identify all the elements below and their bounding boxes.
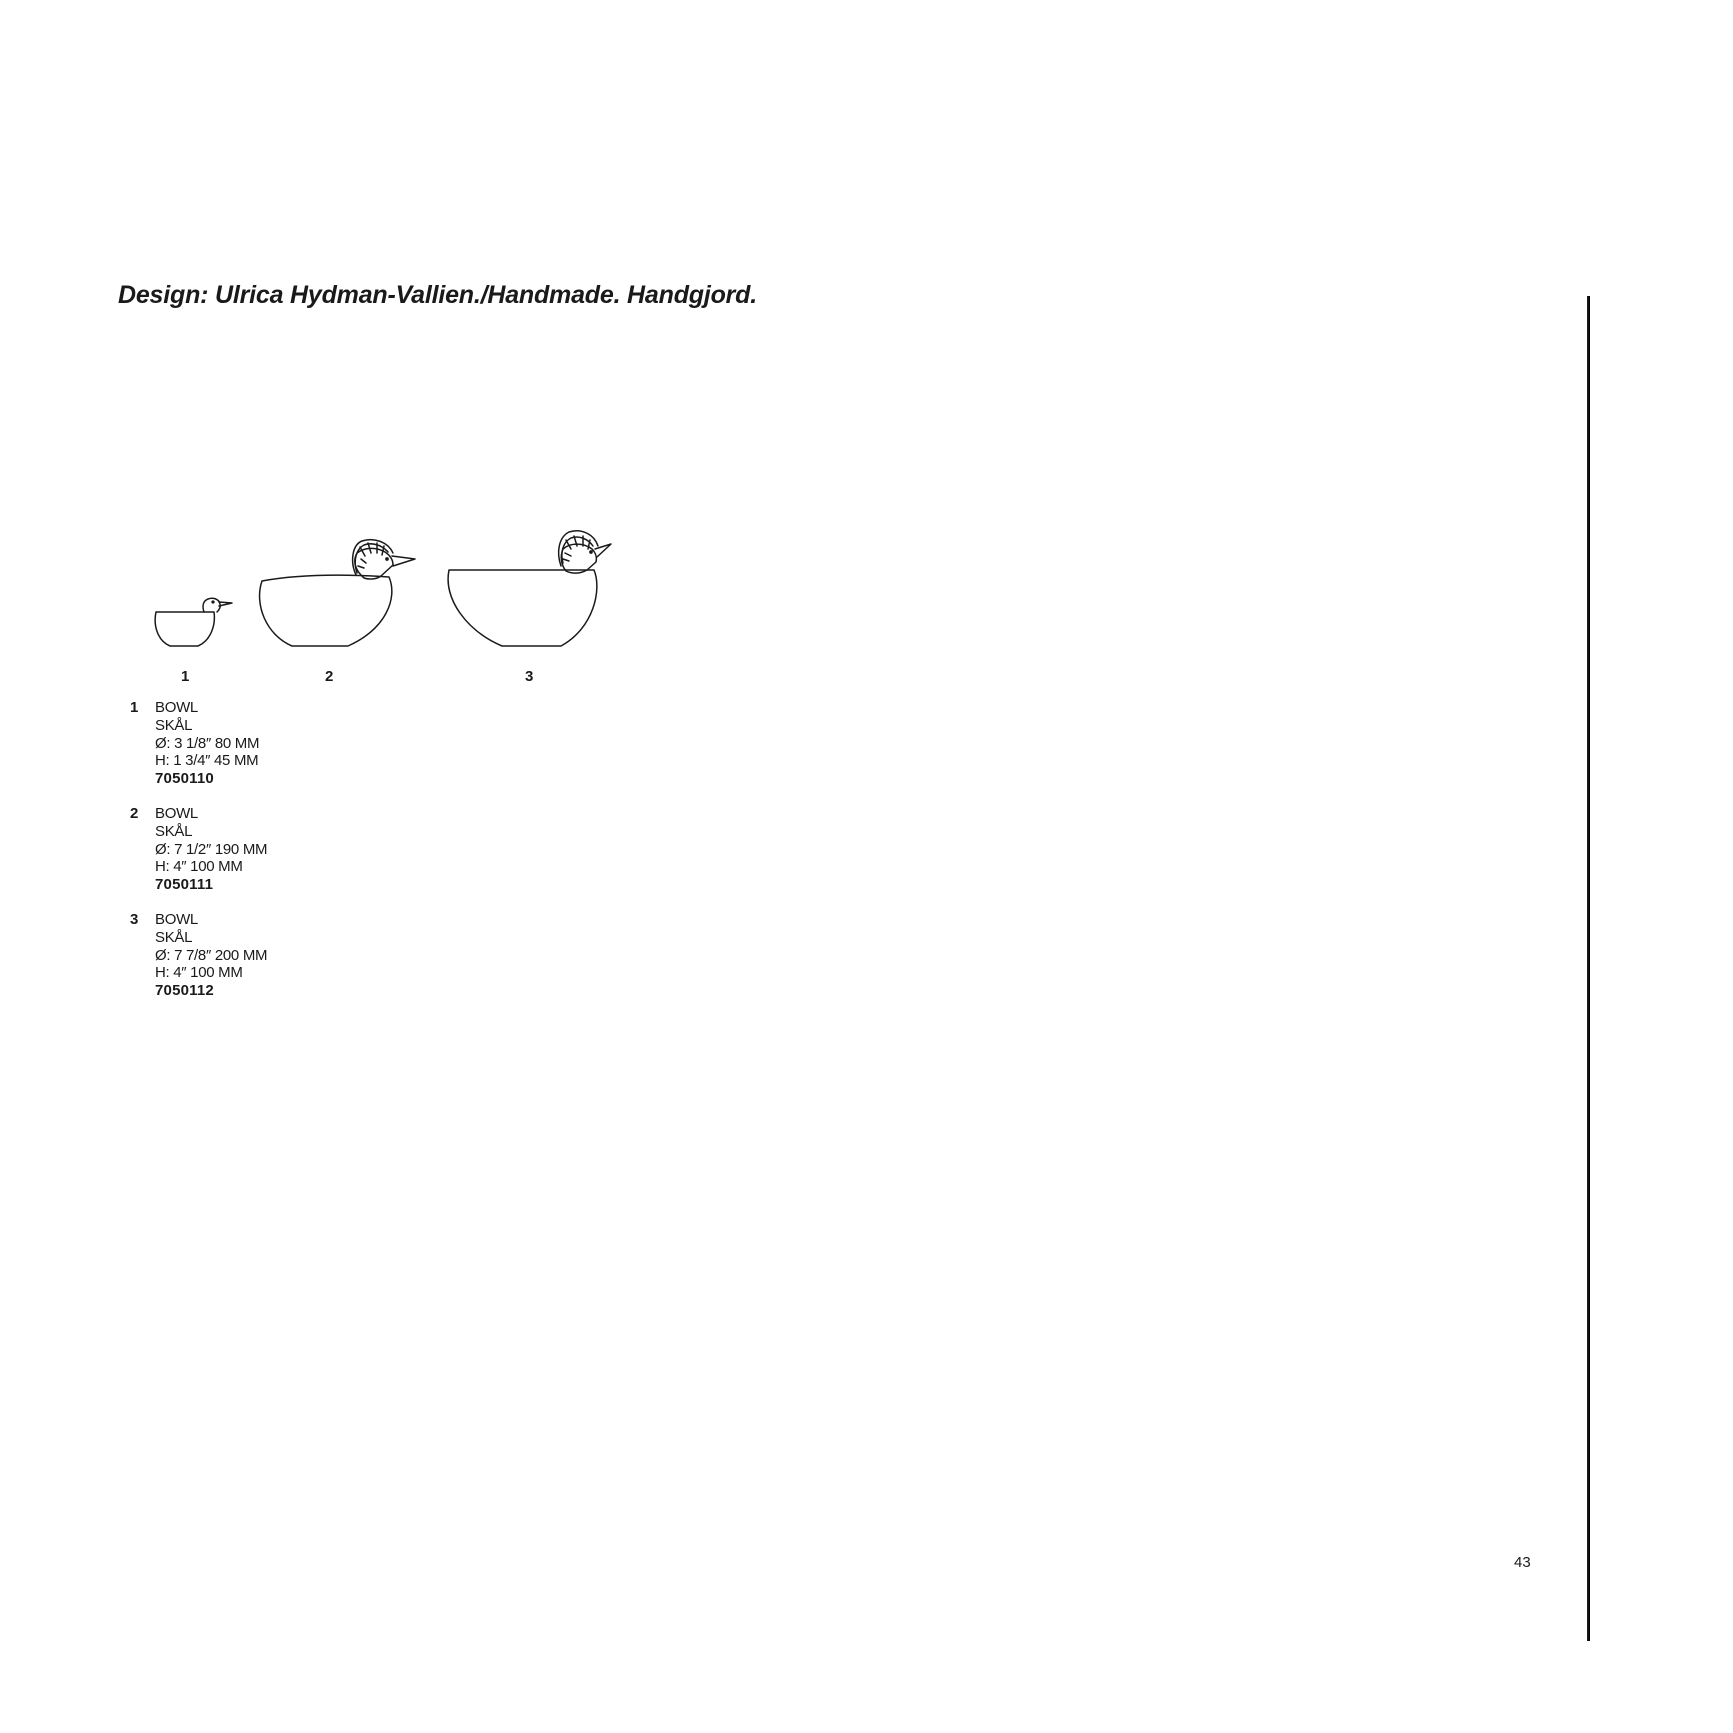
product-number: 3 (130, 910, 139, 928)
product-name: BOWL (155, 699, 198, 716)
page-edge-rule (1587, 296, 1590, 1641)
product-spec-item (130, 911, 267, 1000)
figure-label-1: 1 (181, 668, 190, 685)
product-article-number: 7050110 (155, 770, 214, 788)
product-article-number: 7050111 (155, 876, 214, 894)
page-title: Design: Ulrica Hydman-Vallien./Handmade. Handgjord. (118, 281, 757, 309)
product-diameter: Ø: 7 1/2″ 190 MM (155, 840, 268, 858)
product-name: BOWL (155, 910, 198, 928)
product-number: 1 (130, 699, 139, 716)
figure-label-2: 2 (325, 668, 334, 685)
product-spec-item (130, 805, 267, 894)
bowl-2-drawing (260, 540, 415, 646)
product-name: BOWL (155, 804, 198, 822)
product-name-swedish: SKÅL (155, 928, 193, 946)
bowl-1-drawing (155, 598, 232, 646)
product-article-number: 7050112 (155, 982, 214, 1000)
product-height: H: 4″ 100 MM (155, 964, 243, 982)
product-name-swedish: SKÅL (155, 716, 193, 734)
bowls-illustration (140, 515, 620, 690)
product-name-swedish: SKÅL (155, 822, 193, 840)
product-height: H: 4″ 100 MM (155, 858, 243, 876)
product-diameter: Ø: 7 7/8″ 200 MM (155, 946, 268, 964)
page-number: 43 (1514, 1554, 1531, 1571)
product-spec-item (130, 699, 267, 788)
product-diameter: Ø: 3 1/8″ 80 MM (155, 734, 260, 752)
product-height: H: 1 3/4″ 45 MM (155, 752, 259, 770)
product-number: 2 (130, 804, 139, 822)
product-spec-list (130, 699, 267, 1017)
figure-label-3: 3 (525, 668, 534, 685)
bowl-3-drawing (448, 531, 611, 646)
